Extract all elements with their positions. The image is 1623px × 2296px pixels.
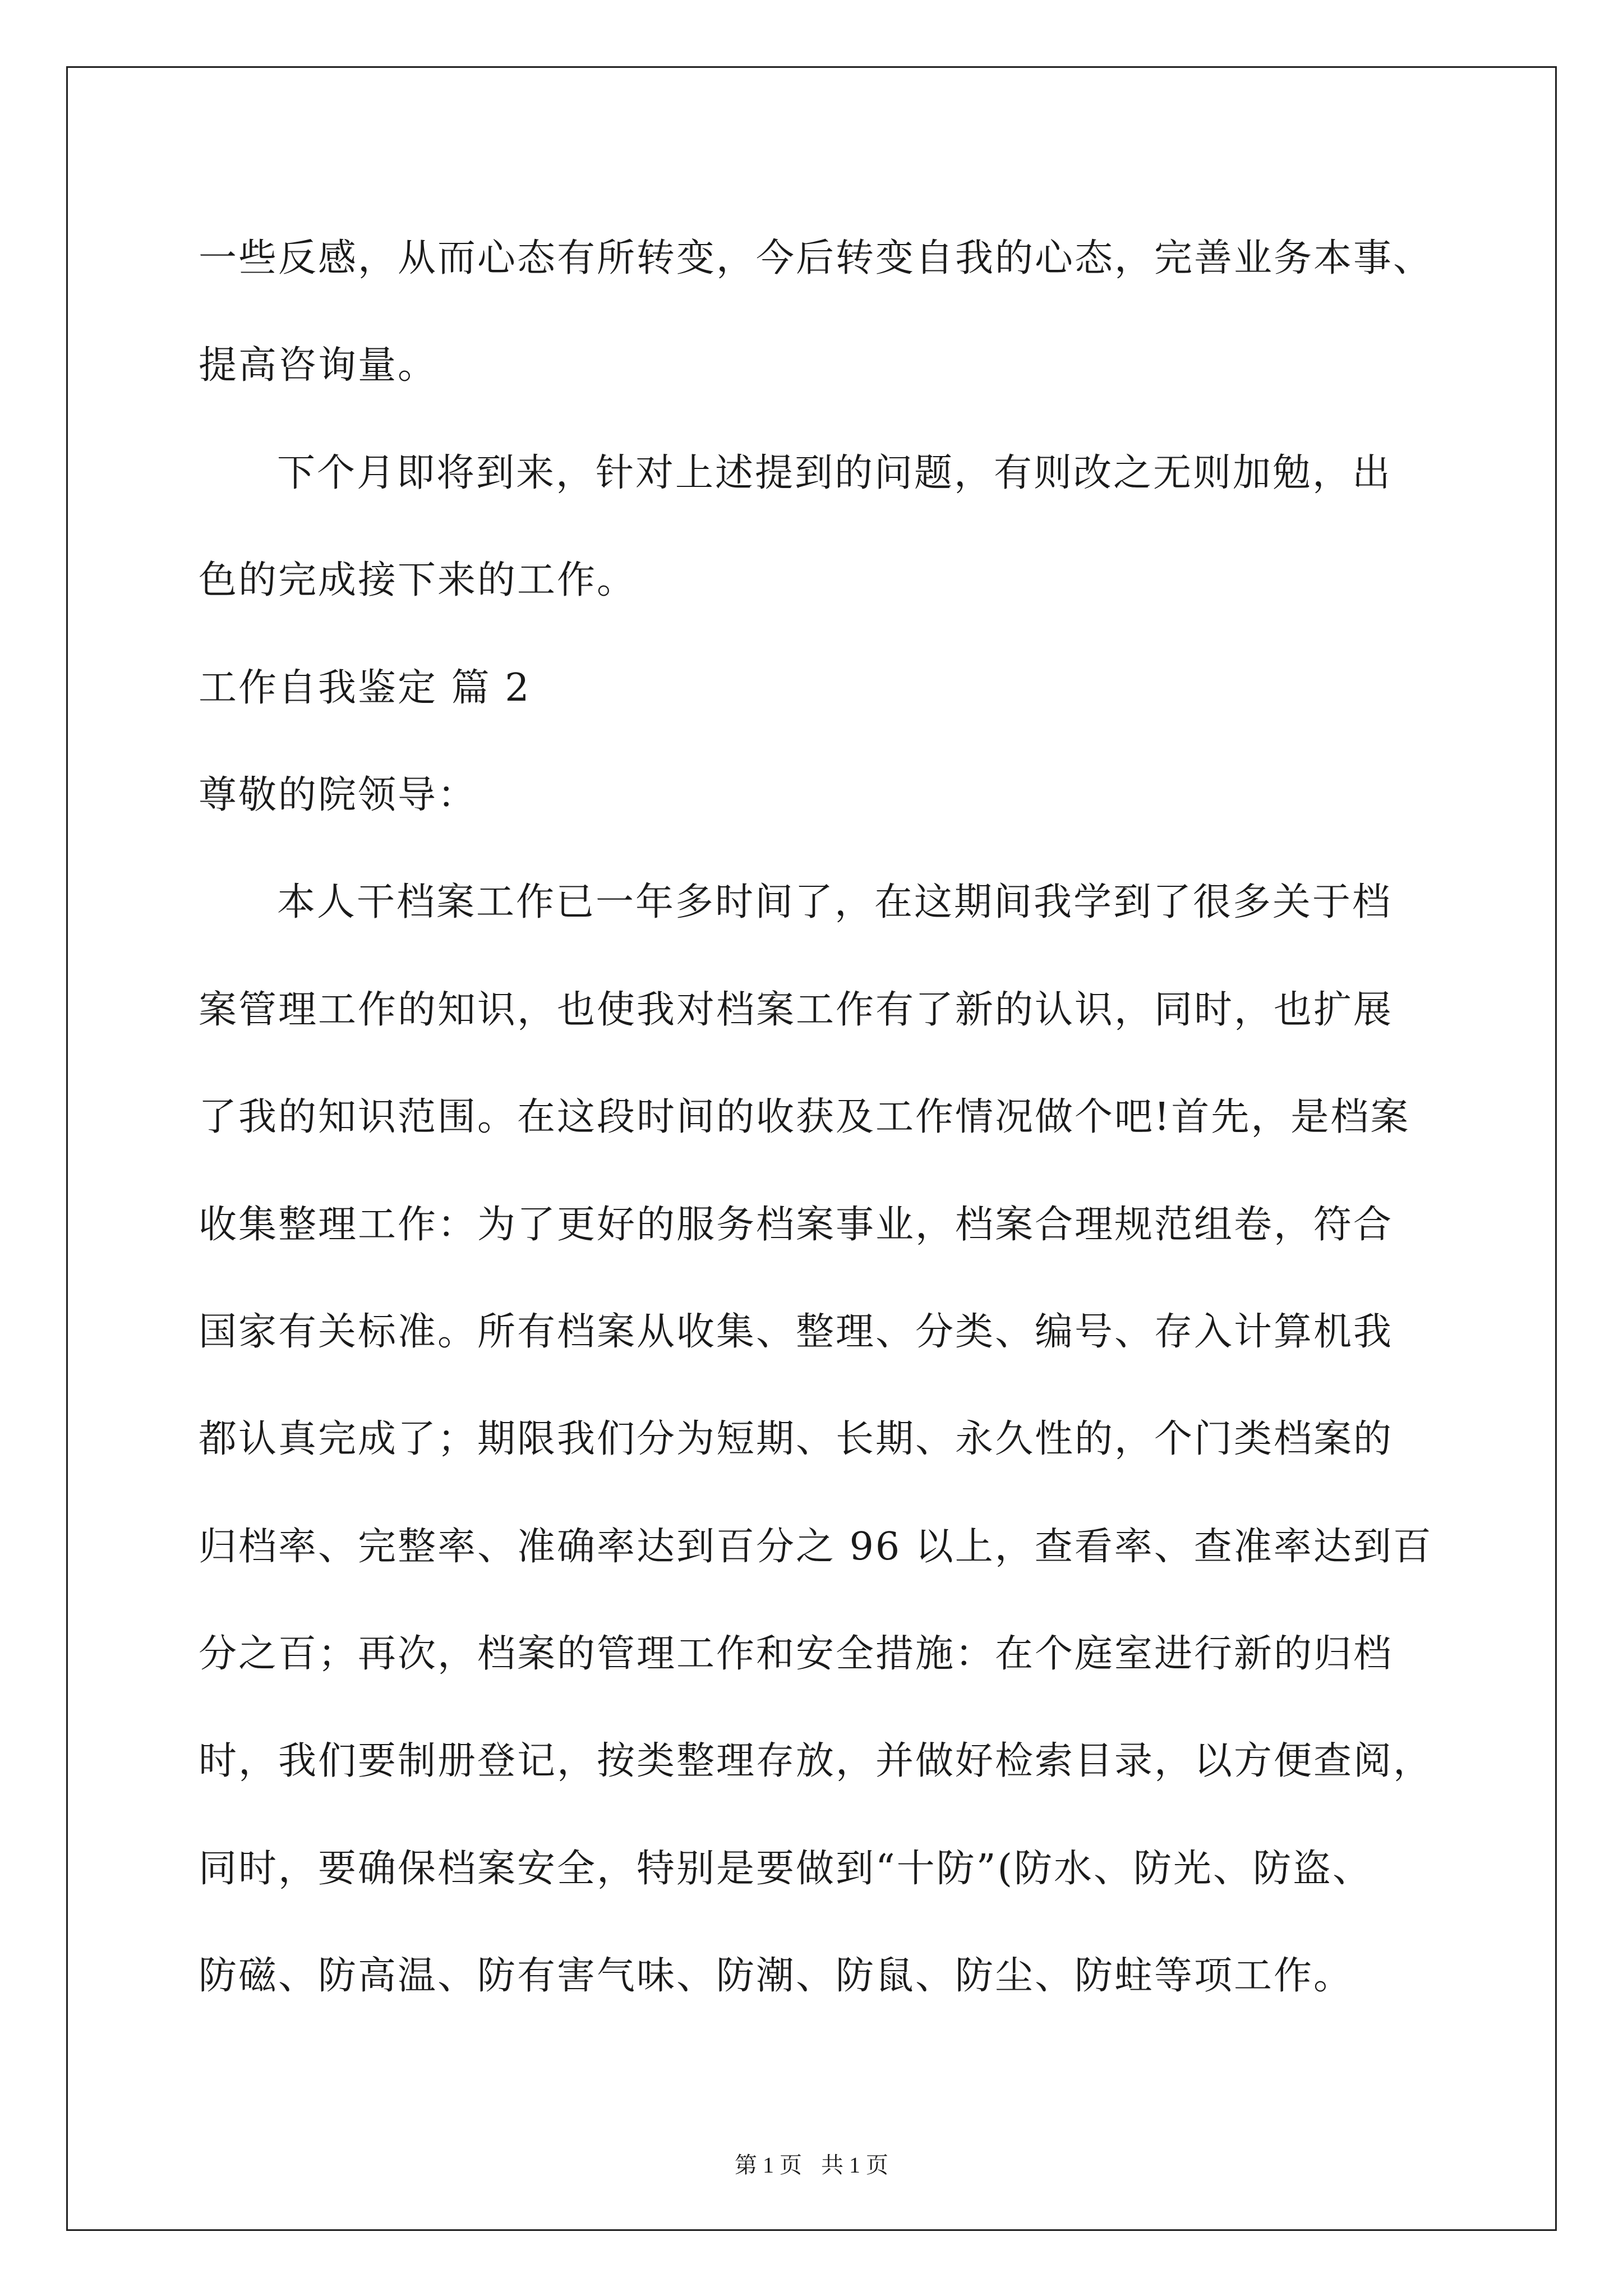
text-line: 都认真完成了；期限我们分为短期、长期、永久性的，个门类档案的 <box>199 1417 1394 1462</box>
text-line: 防磁、防高温、防有害气味、防潮、防鼠、防尘、防蛀等项工作。 <box>199 1954 1354 1999</box>
text-line: 提高咨询量。 <box>199 343 438 388</box>
page-footer <box>0 2148 1623 2182</box>
paragraph-line: 下个月即将到来，针对上述提到的问题，有则改之无则加勉，出 <box>277 450 1393 495</box>
page-number: 第 1 页 <box>735 2152 802 2178</box>
text-line: 时，我们要制册登记，按类整理存放，并做好检索目录，以方便查阅， <box>199 1739 1433 1784</box>
text-line: 归档率、完整率、准确率达到百分之 96 以上，查看率、查准率达到百 <box>199 1524 1433 1569</box>
page-total: 共 1 页 <box>821 2152 888 2178</box>
document-body <box>199 205 1432 2030</box>
paragraph-line: 本人干档案工作已一年多时间了，在这期间我学到了很多关于档 <box>277 880 1393 925</box>
section-heading: 工作自我鉴定 篇 2 <box>199 665 531 710</box>
text-line: 一些反感，从而心态有所转变，今后转变自我的心态，完善业务本事、 <box>199 236 1433 280</box>
text-line: 色的完成接下来的工作。 <box>199 558 637 603</box>
text-line: 案管理工作的知识，也使我对档案工作有了新的认识，同时，也扩展 <box>199 987 1394 1032</box>
text-line: 了我的知识范围。在这段时间的收获及工作情况做个吧!首先，是档案 <box>199 1095 1410 1140</box>
text-line: 收集整理工作：为了更好的服务档案事业，档案合理规范组卷，符合 <box>199 1202 1394 1247</box>
text-line: 分之百；再次，档案的管理工作和安全措施：在个庭室进行新的归档 <box>199 1632 1394 1677</box>
text-line: 国家有关标准。所有档案从收集、整理、分类、编号、存入计算机我 <box>199 1309 1394 1354</box>
salutation: 尊敬的院领导： <box>199 772 478 817</box>
text-line: 同时，要确保档案安全，特别是要做到“十防”(防水、防光、防盗、 <box>199 1846 1373 1891</box>
